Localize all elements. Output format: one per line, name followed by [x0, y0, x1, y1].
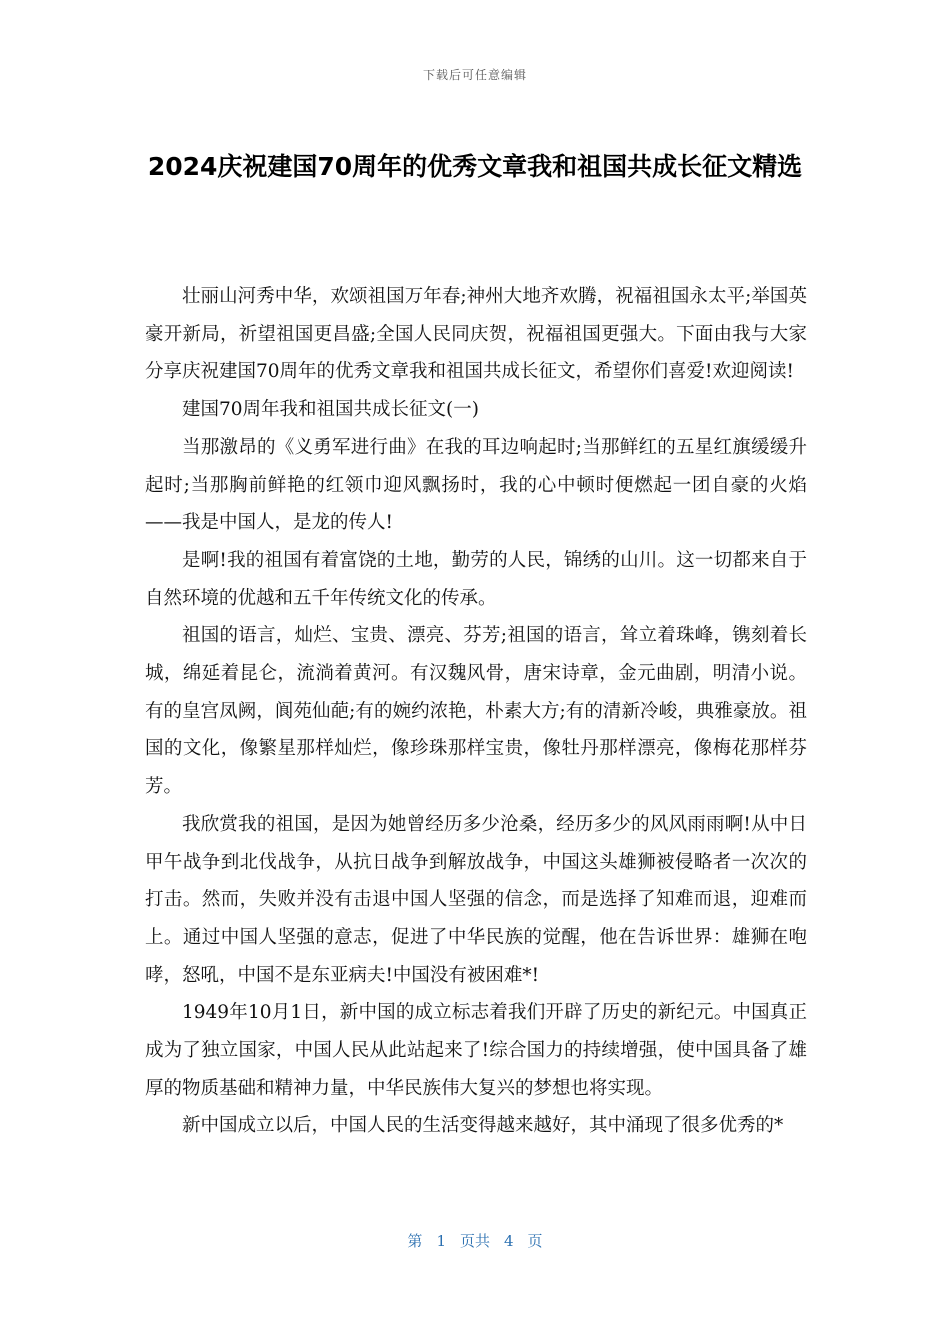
document-body — [145, 278, 807, 1145]
paragraph: 祖国的语言，灿烂、宝贵、漂亮、芬芳;祖国的语言，耸立着珠峰，镌刻着长城，绵延着昆仑，流淌着黄河。有汉魏风骨，唐宋诗章，金元曲剧，明清小说。有的皇宫凤阙，阆苑仙葩;有的婉约浓艳，朴素大方;有的清新冷峻，典雅豪放。祖国的文化，像繁星那样灿烂，像珍珠那样宝贵，像牡丹那样漂亮，像梅花那样芬芳。 — [145, 625, 807, 798]
paragraph-intro: 壮丽山河秀中华，欢颂祖国万年春;神州大地齐欢腾，祝福祖国永太平;举国英豪开新局，祈望祖国更昌盛;全国人民同庆贺，祝福祖国更强大。下面由我与大家分享庆祝建国70周年的优秀文章我和祖国共成长征文，希望你们喜爱!欢迎阅读! — [145, 286, 807, 383]
footer-current-page: 1 — [436, 1232, 446, 1250]
section-heading: 建国70周年我和祖国共成长征文(一) — [182, 399, 479, 421]
paragraph: 新中国成立以后，中国人民的生活变得越来越好，其中涌现了很多优秀的* — [182, 1115, 784, 1137]
document-title: 2024庆祝建国70周年的优秀文章我和祖国共成长征文精选 — [147, 152, 803, 181]
footer-label-ye-gong: 页共 — [459, 1232, 490, 1250]
footer-label-ye: 页 — [527, 1232, 543, 1250]
paragraph: 是啊!我的祖国有着富饶的土地，勤劳的人民，锦绣的山川。这一切都来自于自然环境的优越和五千年传统文化的传承。 — [145, 549, 807, 609]
header-note: 下载后可任意编辑 — [422, 68, 527, 82]
paragraph: 当那激昂的《义勇军进行曲》在我的耳边响起时;当那鲜红的五星红旗缓缓升起时;当那胸前鲜艳的红领巾迎风飘扬时，我的心中顿时便燃起一团自豪的火焰——我是中国人，是龙的传人! — [145, 436, 807, 534]
paragraph: 1949年10月1日，新中国的成立标志着我们开辟了历史的新纪元。中国真正成为了独立国家，中国人民从此站起来了!综合国力的持续增强，使中国具备了雄厚的物质基础和精神力量，中华民族伟大复兴的梦想也将实现。 — [145, 1002, 807, 1099]
footer-label-di: 第 — [407, 1232, 423, 1250]
footer-total-pages: 4 — [504, 1232, 514, 1250]
paragraph: 我欣赏我的祖国，是因为她曾经历多少沧桑，经历多少的风风雨雨啊!从中日甲午战争到北伐战争，从抗日战争到解放战争，中国这头雄狮被侵略者一次次的打击。然而，失败并没有击退中国人坚强的信念，而是选择了知难而退，迎难而上。通过中国人坚强的意志，促进了中华民族的觉醒，他在告诉世界：雄狮在咆哮，怒吼，中国不是东亚病夫!中国没有被困难*! — [145, 813, 807, 986]
page-footer — [0, 1230, 950, 1251]
